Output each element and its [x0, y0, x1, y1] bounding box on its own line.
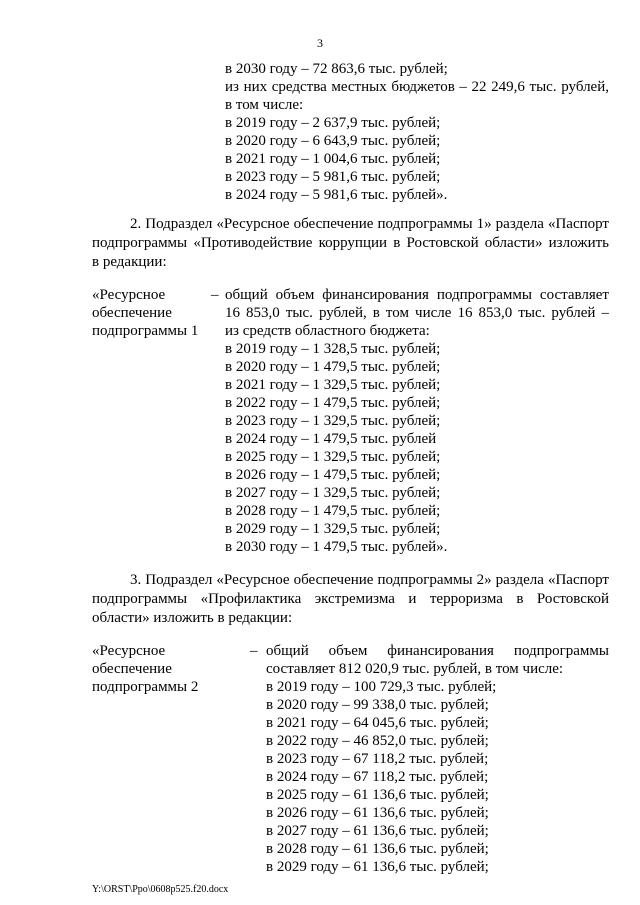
year-line: в 2025 году – 1 329,5 тыс. рублей; — [225, 449, 441, 465]
year-line: в 2022 году – 1 479,5 тыс. рублей; — [225, 395, 441, 411]
section-label: обеспечение — [92, 661, 172, 677]
year-line: в 2023 году – 1 329,5 тыс. рублей; — [225, 413, 441, 429]
paragraph-line: в редакции: — [92, 254, 167, 270]
section-intro-line: составляет 812 020,9 тыс. рублей, в том числе: — [266, 661, 564, 677]
text-line: в 2021 году – 1 004,6 тыс. рублей; — [225, 151, 441, 167]
paragraph-line: подпрограммы «Профилактика экстремизма и терроризма в Ростовской — [92, 591, 609, 607]
year-line: в 2021 году – 1 329,5 тыс. рублей; — [225, 377, 441, 393]
year-line: в 2029 году – 61 136,6 тыс. рублей; — [266, 859, 489, 875]
year-line: в 2026 году – 61 136,6 тыс. рублей; — [266, 805, 489, 821]
text-line: в 2024 году – 5 981,6 тыс. рублей». — [225, 187, 448, 203]
section-intro-line: общий объем финансирования подпрограммы составляет — [225, 287, 609, 303]
section-label: обеспечение — [92, 305, 172, 321]
year-line: в 2025 году – 61 136,6 тыс. рублей; — [266, 787, 489, 803]
paragraph-line: 2. Подраздел «Ресурсное обеспечение подпрограммы 1» раздела «Паспорт — [130, 216, 609, 232]
section-intro-line: общий объем финансирования подпрограммы — [266, 643, 609, 659]
year-line: в 2027 году – 1 329,5 тыс. рублей; — [225, 485, 441, 501]
paragraph-line: 3. Подраздел «Ресурсное обеспечение подпрограммы 2» раздела «Паспорт — [130, 572, 609, 588]
section-label: «Ресурсное — [92, 643, 166, 659]
year-line: в 2021 году – 64 045,6 тыс. рублей; — [266, 715, 489, 731]
year-line: в 2028 году – 1 479,5 тыс. рублей; — [225, 503, 441, 519]
section-label: «Ресурсное — [92, 287, 166, 303]
section-label: подпрограммы 1 — [92, 323, 199, 339]
section-label: подпрограммы 2 — [92, 679, 199, 695]
year-line: в 2022 году – 46 852,0 тыс. рублей; — [266, 733, 489, 749]
text-line: в 2019 году – 2 637,9 тыс. рублей; — [225, 115, 441, 131]
section-dash: – — [250, 643, 258, 659]
year-line: в 2026 году – 1 479,5 тыс. рублей; — [225, 467, 441, 483]
year-line: в 2019 году – 1 328,5 тыс. рублей; — [225, 341, 441, 357]
text-line: в 2020 году – 6 643,9 тыс. рублей; — [225, 133, 441, 149]
paragraph-line: подпрограммы «Противодействие коррупции в Ростовской области» изложить — [92, 235, 609, 251]
paragraph-line: области» изложить в редакции: — [92, 610, 293, 626]
year-line: в 2024 году – 1 479,5 тыс. рублей — [225, 431, 437, 447]
year-line: в 2023 году – 67 118,2 тыс. рублей; — [266, 751, 489, 767]
year-line: в 2027 году – 61 136,6 тыс. рублей; — [266, 823, 489, 839]
year-line: в 2028 году – 61 136,6 тыс. рублей; — [266, 841, 489, 857]
text-line: в 2023 году – 5 981,6 тыс. рублей; — [225, 169, 441, 185]
text-line: из них средства местных бюджетов – 22 249,6 тыс. рублей, — [225, 79, 609, 95]
footer-file-path: Y:\ORST\Ppo\0608p525.f20.docx — [92, 884, 229, 895]
page-number: 3 — [317, 36, 323, 50]
year-line: в 2020 году – 1 479,5 тыс. рублей; — [225, 359, 441, 375]
year-line: в 2019 году – 100 729,3 тыс. рублей; — [266, 679, 497, 695]
text-line: в 2030 году – 72 863,6 тыс. рублей; — [225, 61, 448, 77]
year-line: в 2030 году – 1 479,5 тыс. рублей». — [225, 539, 448, 555]
text-line: в том числе: — [225, 97, 304, 113]
year-line: в 2024 году – 67 118,2 тыс. рублей; — [266, 769, 489, 785]
year-line: в 2029 году – 1 329,5 тыс. рублей; — [225, 521, 441, 537]
year-line: в 2020 году – 99 338,0 тыс. рублей; — [266, 697, 489, 713]
section-intro-line: 16 853,0 тыс. рублей, в том числе 16 853,0 тыс. рублей – — [225, 305, 609, 321]
section-intro-line: из средств областного бюджета: — [225, 323, 430, 339]
section-dash: – — [211, 287, 219, 303]
